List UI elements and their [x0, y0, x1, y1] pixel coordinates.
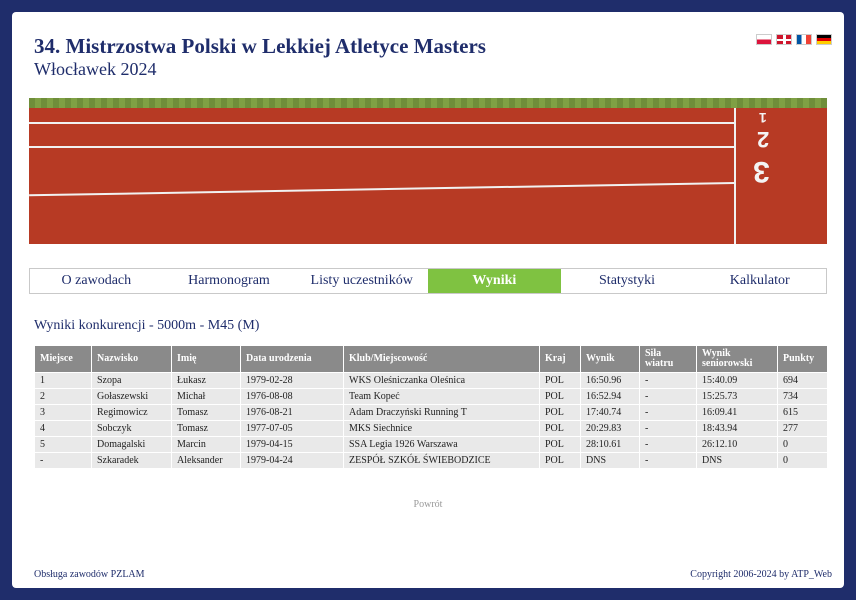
col-header: Siła wiatru [640, 346, 696, 372]
cell-place: 3 [35, 405, 91, 420]
cell-surname: Regimowicz [92, 405, 171, 420]
cell-name: Michał [172, 389, 240, 404]
cell-club: Team Kopeć [344, 389, 539, 404]
tab-statystyki[interactable]: Statystyki [599, 273, 656, 288]
cell-surname: Szopa [92, 373, 171, 388]
cell-birthdate: 1977-07-05 [241, 421, 343, 436]
cell-senior-result: 26:12.10 [697, 437, 777, 452]
track-banner [29, 98, 827, 244]
cell-points: 694 [778, 373, 827, 388]
tab-harmonogram[interactable]: Harmonogram [188, 273, 270, 288]
lane-line [29, 146, 734, 148]
cell-place: 1 [35, 373, 91, 388]
page-frame [12, 12, 844, 588]
cell-name: Aleksander [172, 453, 240, 468]
col-header: Wynik [581, 346, 639, 372]
finish-line [734, 108, 736, 244]
col-header: Wynik seniorowski [697, 346, 777, 372]
cell-wind: - [640, 405, 696, 420]
cell-country: POL [540, 421, 580, 436]
cell-result: 28:10.61 [581, 437, 639, 452]
cell-points: 0 [778, 453, 827, 468]
cell-name: Tomasz [172, 421, 240, 436]
cell-wind: - [640, 389, 696, 404]
footer-organizer: Obsługa zawodów PZLAM [34, 569, 145, 580]
cell-birthdate: 1979-04-24 [241, 453, 343, 468]
cell-name: Łukasz [172, 373, 240, 388]
col-header: Klub/Miejscowość [344, 346, 539, 372]
cell-place: 5 [35, 437, 91, 452]
cell-senior-result: 18:43.94 [697, 421, 777, 436]
results-title: Wyniki konkurencji - 5000m - M45 (M) [34, 318, 260, 333]
table-row [35, 373, 827, 388]
cell-country: POL [540, 453, 580, 468]
cell-place: - [35, 453, 91, 468]
banner-grass [29, 98, 827, 108]
col-header: Miejsce [35, 346, 91, 372]
cell-country: POL [540, 389, 580, 404]
footer-copyright: Copyright 2006-2024 by ATP_Web [690, 569, 832, 580]
flag-fr-icon[interactable] [796, 34, 812, 45]
flag-de-icon[interactable] [816, 34, 832, 45]
cell-country: POL [540, 405, 580, 420]
col-header: Data urodzenia [241, 346, 343, 372]
results-table [34, 345, 828, 469]
cell-surname: Gołaszewski [92, 389, 171, 404]
page-title: 34. Mistrzostwa Polski w Lekkiej Atletyce Masters [34, 34, 486, 58]
cell-birthdate: 1979-04-15 [241, 437, 343, 452]
col-header: Kraj [540, 346, 580, 372]
cell-wind: - [640, 453, 696, 468]
cell-place: 4 [35, 421, 91, 436]
cell-wind: - [640, 373, 696, 388]
col-header: Imię [172, 346, 240, 372]
cell-senior-result: 15:25.73 [697, 389, 777, 404]
cell-name: Marcin [172, 437, 240, 452]
cell-club: Adam Draczyński Running T [344, 405, 539, 420]
table-row [35, 405, 827, 420]
back-link[interactable]: Powrót [413, 499, 443, 510]
col-header: Nazwisko [92, 346, 171, 372]
lane-line [29, 122, 734, 124]
lane-number: 1 [759, 110, 767, 126]
cell-birthdate: 1979-02-28 [241, 373, 343, 388]
cell-club: MKS Siechnice [344, 421, 539, 436]
lane-number: 3 [753, 155, 770, 188]
tab-wyniki[interactable]: Wyniki [428, 269, 561, 293]
tab-o-zawodach[interactable]: O zawodach [61, 273, 132, 288]
tab-kalkulator[interactable]: Kalkulator [729, 273, 790, 288]
page-subtitle: Włocławek 2024 [34, 59, 157, 79]
cell-surname: Sobczyk [92, 421, 171, 436]
cell-senior-result: 15:40.09 [697, 373, 777, 388]
cell-country: POL [540, 437, 580, 452]
cell-country: POL [540, 373, 580, 388]
main-nav [29, 268, 827, 294]
cell-wind: - [640, 421, 696, 436]
cell-result: 16:50.96 [581, 373, 639, 388]
language-flags [756, 34, 832, 45]
cell-senior-result: DNS [697, 453, 777, 468]
cell-points: 0 [778, 437, 827, 452]
tab-listy-uczestnikow[interactable]: Listy uczestników [310, 273, 413, 288]
cell-birthdate: 1976-08-21 [241, 405, 343, 420]
lane-number: 2 [757, 127, 770, 152]
cell-name: Tomasz [172, 405, 240, 420]
cell-points: 615 [778, 405, 827, 420]
flag-pl-icon[interactable] [756, 34, 772, 45]
table-row [35, 389, 827, 404]
cell-club: ZESPÓŁ SZKÓŁ ŚWIEBODZICE [344, 453, 539, 468]
table-header-row [35, 346, 827, 372]
table-row [35, 453, 827, 468]
cell-result: 17:40.74 [581, 405, 639, 420]
cell-points: 277 [778, 421, 827, 436]
col-header: Punkty [778, 346, 827, 372]
cell-birthdate: 1976-08-08 [241, 389, 343, 404]
cell-result: DNS [581, 453, 639, 468]
table-row [35, 437, 827, 452]
lane-line [29, 182, 734, 196]
cell-club: WKS Oleśniczanka Oleśnica [344, 373, 539, 388]
cell-wind: - [640, 437, 696, 452]
cell-surname: Domagalski [92, 437, 171, 452]
cell-place: 2 [35, 389, 91, 404]
cell-club: SSA Legia 1926 Warszawa [344, 437, 539, 452]
flag-en-icon[interactable] [776, 34, 792, 45]
cell-surname: Szkaradek [92, 453, 171, 468]
cell-result: 16:52.94 [581, 389, 639, 404]
table-row [35, 421, 827, 436]
cell-points: 734 [778, 389, 827, 404]
cell-senior-result: 16:09.41 [697, 405, 777, 420]
cell-result: 20:29.83 [581, 421, 639, 436]
